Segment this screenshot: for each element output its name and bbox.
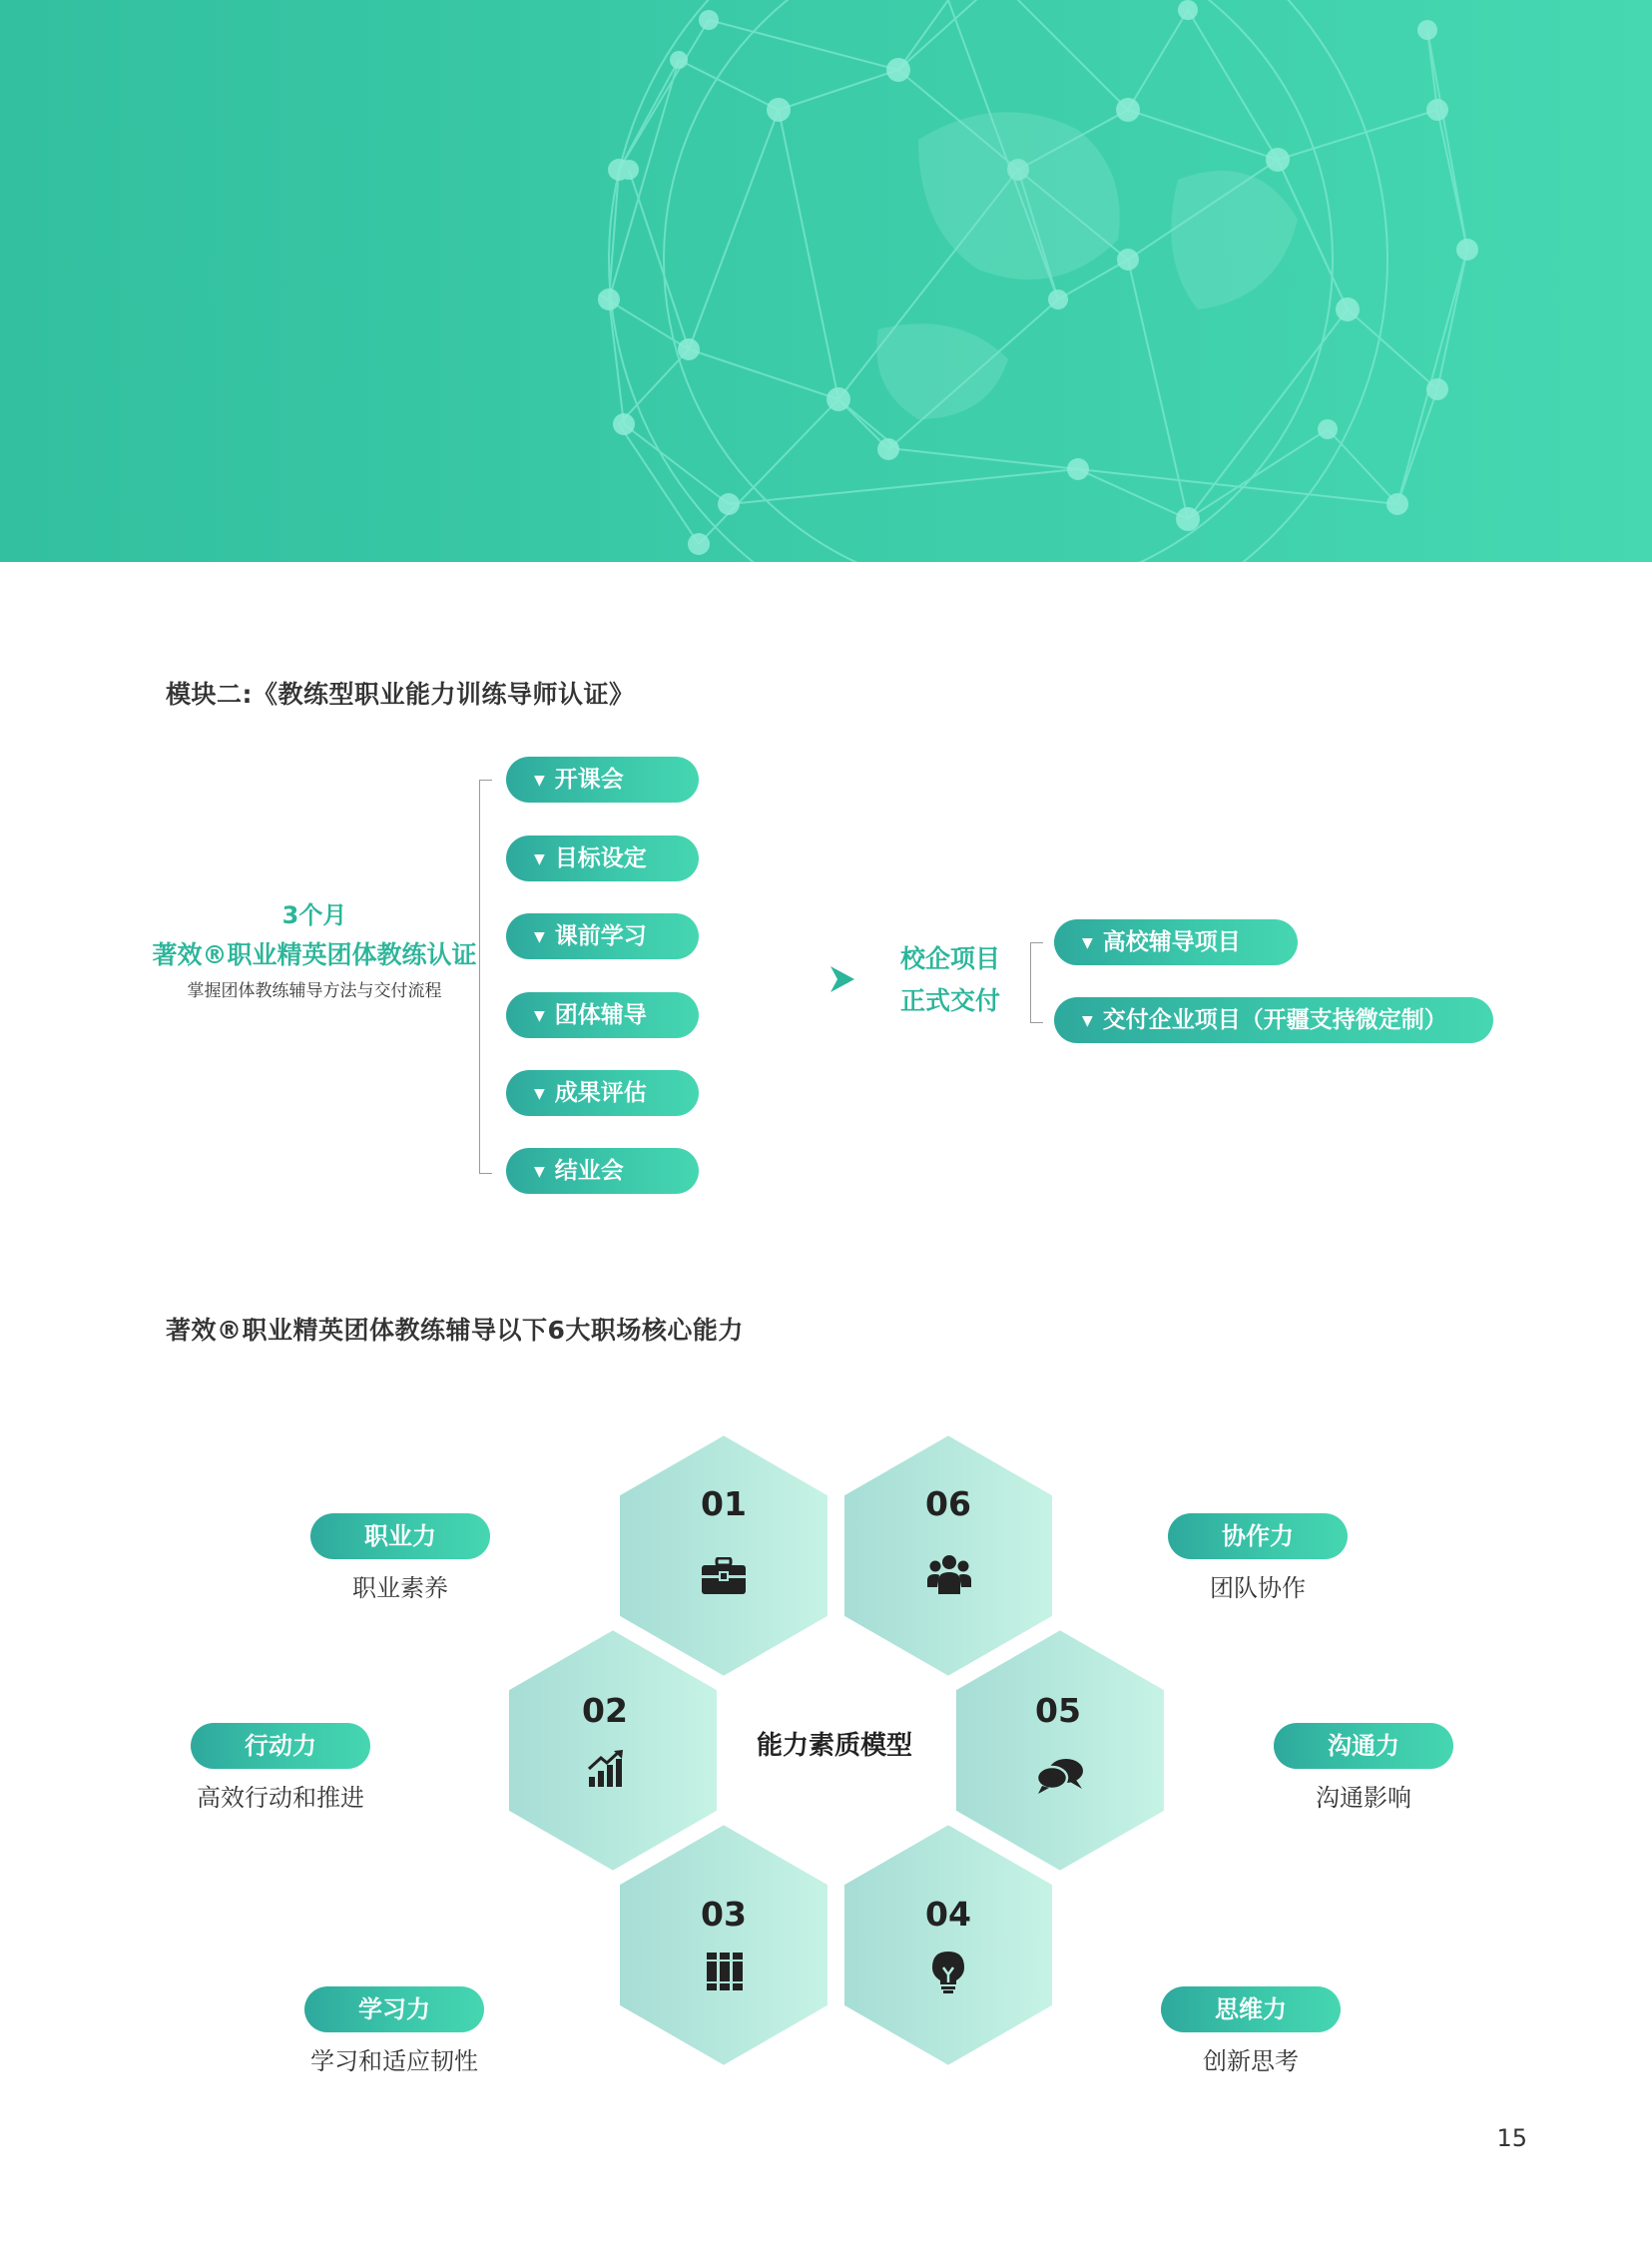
triangle-down-icon: ▼ [534, 929, 545, 945]
ability-desc-thinking: 创新思考 [1203, 2047, 1299, 2075]
ability-desc-learning: 学习和适应韧性 [310, 2047, 478, 2075]
team-icon [926, 1553, 972, 1595]
ability-pill-collaboration: 协作力 [1168, 1513, 1348, 1559]
ability-pill-thinking: 思维力 [1161, 1986, 1341, 2032]
books-icon [706, 1952, 744, 1991]
hexagon-03 [618, 1823, 829, 2067]
ability-pill-career: 职业力 [310, 1513, 490, 1559]
step-label: 目标设定 [554, 845, 647, 871]
cert-duration: 3个月 [281, 901, 347, 929]
triangle-down-icon: ▼ [1082, 935, 1093, 951]
step-label: 开课会 [554, 767, 624, 793]
model-center-label: 能力素质模型 [756, 1731, 912, 1761]
page-number: 15 [1496, 2124, 1527, 2152]
cert-name: 著效®职业精英团体教练认证 [152, 940, 477, 969]
triangle-down-icon: ▼ [534, 1008, 545, 1024]
triangle-down-icon: ▼ [534, 773, 545, 789]
ability-pill-learning: 学习力 [304, 1986, 484, 2032]
step-label: 团体辅导 [554, 1002, 647, 1028]
step-label: 成果评估 [554, 1080, 647, 1106]
hex-number-04: 04 [925, 1895, 971, 1934]
hexagon-05 [954, 1628, 1166, 1873]
delivery-label-line1: 校企项目 [899, 944, 1000, 973]
hex-number-01: 01 [701, 1484, 747, 1523]
hexagon-04 [842, 1823, 1054, 2067]
ability-pill-communication: 沟通力 [1274, 1723, 1453, 1769]
ability-desc-communication: 沟通影响 [1316, 1784, 1411, 1812]
module-title: 模块二:《教练型职业能力训练导师认证》 [166, 680, 635, 709]
triangle-down-icon: ▼ [534, 1164, 545, 1180]
triangle-down-icon: ▼ [1082, 1013, 1093, 1029]
cert-description: 掌握团体教练辅导方法与交付流程 [187, 981, 442, 1001]
delivery-item-label: 交付企业项目（开疆支持微定制） [1102, 1007, 1447, 1033]
ability-pill-action: 行动力 [191, 1723, 370, 1769]
hexagon-01 [618, 1433, 829, 1678]
growth-chart-icon [587, 1749, 627, 1789]
step-label: 课前学习 [554, 923, 647, 949]
lightbulb-icon [931, 1951, 965, 1994]
delivery-item-label: 高校辅导项目 [1102, 929, 1241, 955]
briefcase-icon [701, 1557, 747, 1595]
abilities-title: 著效®职业精英团体教练辅导以下6大职场核心能力 [166, 1316, 744, 1345]
hex-number-03: 03 [701, 1895, 747, 1934]
ability-desc-collaboration: 团队协作 [1210, 1574, 1306, 1602]
ability-desc-action: 高效行动和推进 [197, 1784, 364, 1812]
step-label: 结业会 [554, 1158, 624, 1184]
triangle-down-icon: ▼ [534, 851, 545, 867]
delivery-label-line2: 正式交付 [899, 986, 1000, 1015]
triangle-down-icon: ▼ [534, 1086, 545, 1102]
hex-number-05: 05 [1035, 1691, 1081, 1730]
chat-bubbles-icon [1036, 1757, 1084, 1795]
hex-number-06: 06 [925, 1484, 971, 1523]
hex-number-02: 02 [582, 1691, 628, 1730]
ability-desc-career: 职业素养 [352, 1574, 448, 1602]
